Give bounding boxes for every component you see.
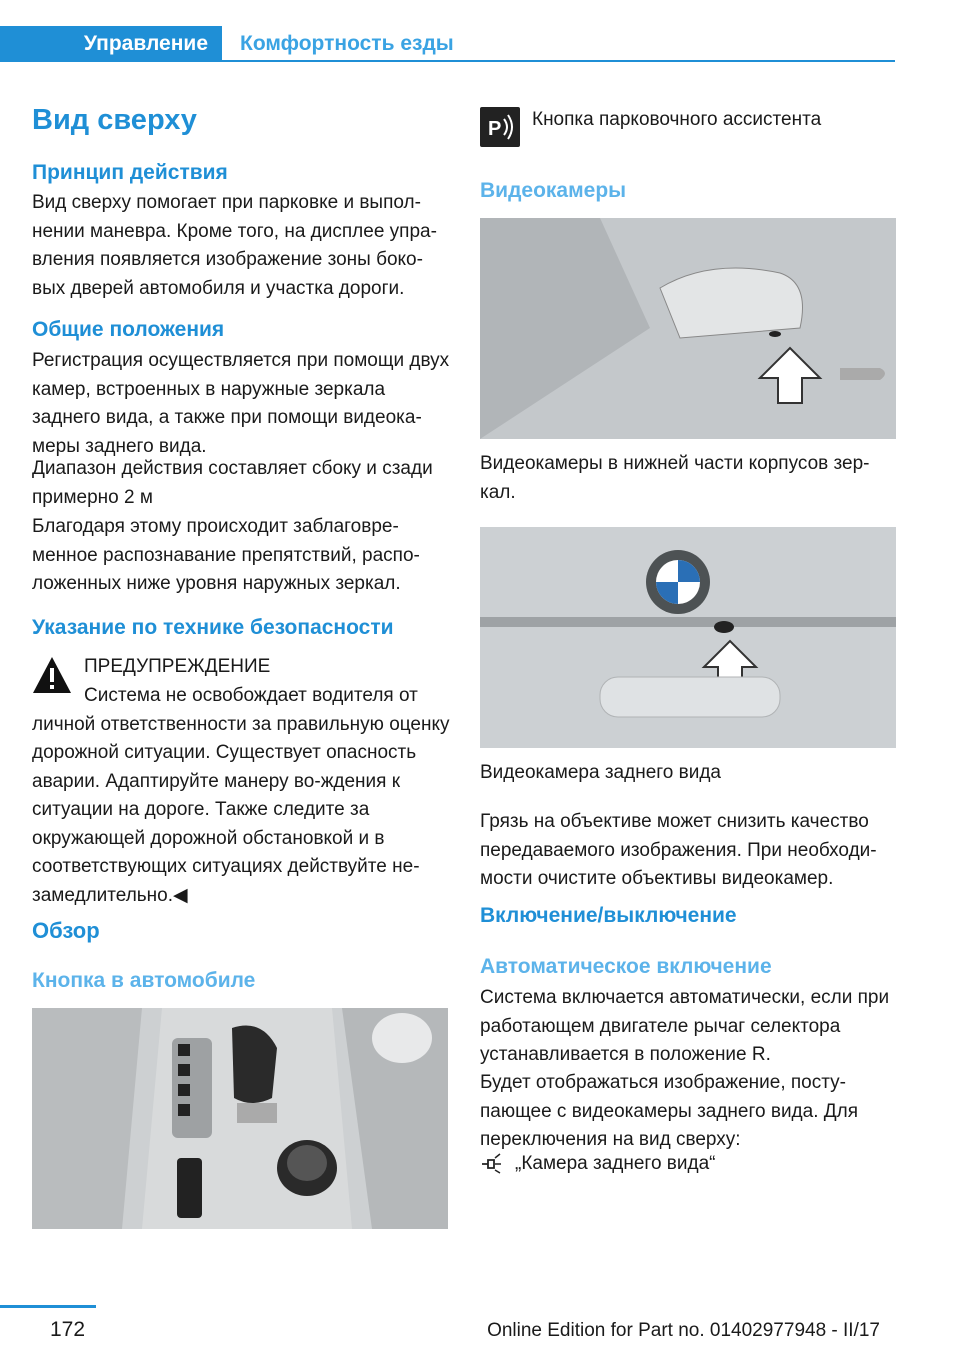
center-console-photo xyxy=(32,1008,448,1229)
footer-divider xyxy=(0,1305,96,1308)
general-heading: Общие положения xyxy=(32,318,225,341)
onoff-heading: Включение/выключение xyxy=(480,904,737,927)
parking-assistant-icon xyxy=(480,107,520,147)
tab-divider xyxy=(222,60,895,62)
general-text-3: Благодаря этому происходит заблаговре-менное распознавание препятствий, распо-ложенных ниже уровня наружных зеркал. xyxy=(32,516,420,594)
tab-inactive[interactable]: Комфортность езды xyxy=(240,32,454,55)
general-text-1: Регистрация осуществляется при помощи двух камер, встроенных в наружные зеркала заднего вида, а также при помощи видеока-меры заднего вида. xyxy=(32,350,450,457)
page-title: Вид сверху xyxy=(32,104,197,136)
camera-option: „Камера заднего вида“ xyxy=(515,1153,716,1174)
cameras-heading: Видеокамеры xyxy=(480,179,627,202)
overview-heading: Обзор xyxy=(32,918,100,943)
header-tabs xyxy=(0,26,895,62)
safety-heading: Указание по технике безопасности xyxy=(32,616,394,639)
auto-heading: Автоматическое включение xyxy=(480,955,772,978)
principle-heading: Принцип действия xyxy=(32,161,228,184)
warning-text-content: Система не освобождает водителя от личной ответственности за правильную оценку дорожной ситуации. Существует опасность аварии. Адаптируйте манеру во-ждения к ситуации на дороге. Также следите за окружающей дорожной обстановкой и в соответствующих ситуациях действуйте не-замедлительно.◀ xyxy=(32,685,450,906)
button-heading: Кнопка в автомобиле xyxy=(32,969,256,992)
principle-text: Вид сверху помогает при парковке и выпол-нении маневра. Кроме того, на дисплее упра-вления появляется изображение зоны боко-вых дверей автомобиля и участка дороги. xyxy=(32,192,437,299)
general-text-2: Диапазон действия составляет сбоку и сзади примерно 2 м xyxy=(32,458,433,508)
park-button-label: Кнопка парковочного ассистента xyxy=(532,109,822,130)
warning-title: ПРЕДУПРЕЖДЕНИЕ xyxy=(84,656,271,677)
mirror-camera-photo xyxy=(480,218,896,439)
warning-text xyxy=(32,682,452,910)
edition-info: Online Edition for Part no. 01402977948 - II/17 xyxy=(487,1320,880,1341)
dirt-text: Грязь на объективе может снизить качество передаваемого изображения. При необходи-мости очистите объективы видеокамер. xyxy=(480,811,877,889)
mirror-caption: Видеокамеры в нижней части корпусов зер-кал. xyxy=(480,453,870,503)
svg-text:P: P xyxy=(488,118,502,140)
rear-camera-photo xyxy=(480,527,896,748)
rear-camera-icon xyxy=(480,1152,502,1174)
auto-text: Система включается автоматически, если при работающем двигателе рычаг селектора устанавливается в положение R. xyxy=(480,987,890,1065)
tab-active[interactable]: Управление xyxy=(0,26,222,62)
page-number: 172 xyxy=(50,1318,86,1341)
rear-caption: Видеокамера заднего вида xyxy=(480,762,721,783)
display-text: Будет отображаться изображение, посту-пающее с видеокамеры заднего вида. Для переключения на вид сверху: xyxy=(480,1072,859,1150)
